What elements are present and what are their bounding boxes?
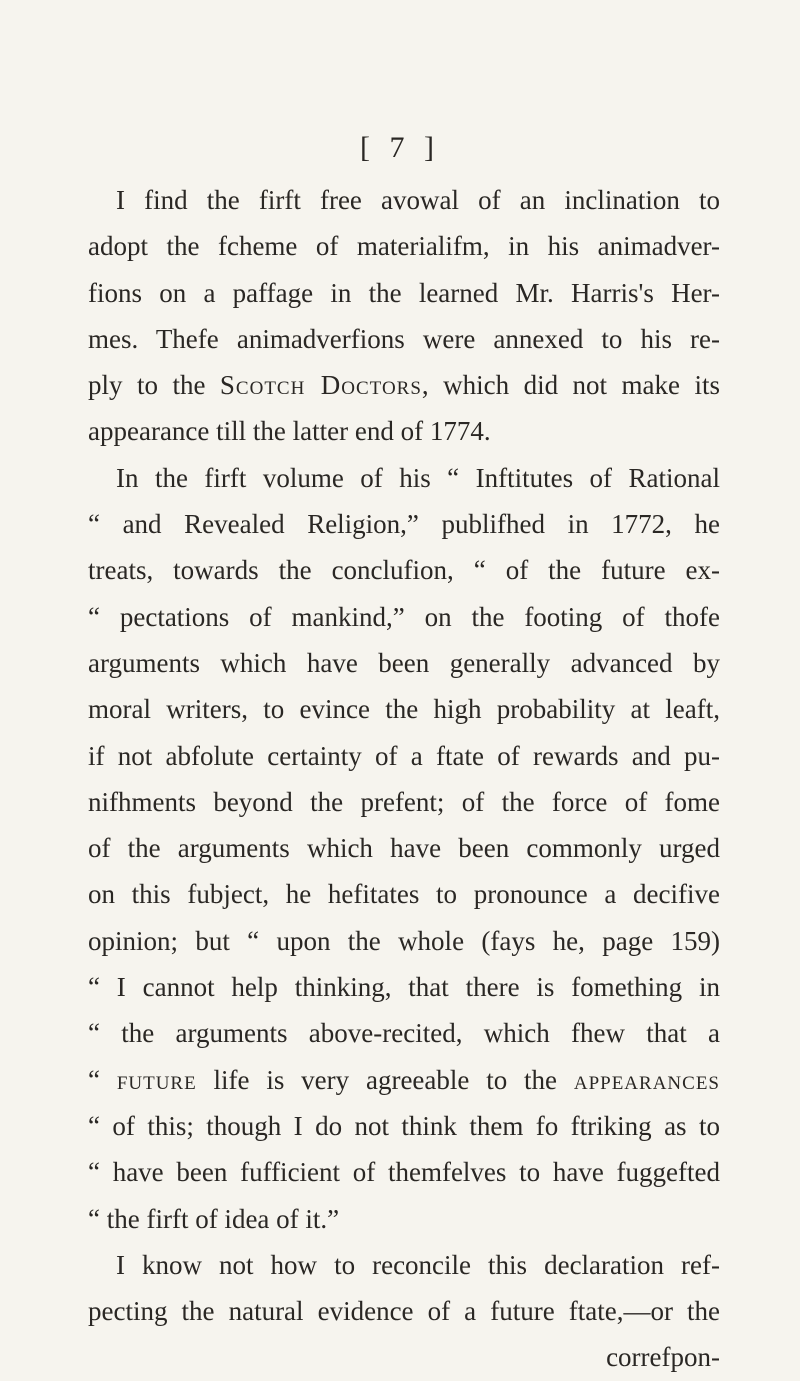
text-segment: life is very agreeable to the — [196, 1064, 574, 1095]
text-line: fions on a paffage in the learned Mr. Harris's Her- — [88, 277, 720, 308]
text-line: treats, towards the conclufion, “ of the future ex- — [88, 555, 720, 586]
text-line: “ the arguments above-recited, which fhew that a — [88, 1018, 720, 1049]
text-line: I find the firft free avowal of an inclination to — [116, 185, 720, 215]
text-line: “ and Revealed Religion,” publifhed in 1772, he — [88, 509, 720, 540]
text-line: nifhments beyond the prefent; of the force of fome — [88, 786, 720, 817]
text-line: “ of this; though I do not think them fo ftriking as to — [88, 1110, 720, 1141]
body-text — [88, 177, 720, 1381]
text-line: adopt the fcheme of materialifm, in his animadver- — [88, 231, 720, 262]
text-line: pecting the natural evidence of a future ftate,—or the — [88, 1296, 720, 1327]
text-line: appearance till the latter end of 1774. — [88, 416, 491, 447]
text-line: “ have been fufficient of themfelves to have fuggefted — [88, 1157, 720, 1188]
smallcaps-appearances: appearances — [573, 1064, 720, 1095]
text-line: “ pectations of mankind,” on the footing of thofe — [88, 601, 720, 632]
text-line: In the firft volume of his “ Inftitutes of Rational — [116, 462, 720, 493]
text-line: I know not how to reconcile this declaration ref- — [116, 1249, 720, 1280]
text-line: opinion; but “ upon the whole (fays he, page 159) — [88, 925, 720, 956]
text-line — [88, 1057, 720, 1103]
text-line: if not abfolute certainty of a ftate of rewards and pu- — [88, 740, 720, 771]
text-segment: “ — [88, 1064, 117, 1095]
catchword: correfpon- — [606, 1342, 720, 1373]
smallcaps-future: future — [116, 1064, 197, 1095]
smallcaps-scotch-doctors: Scotch Doctors — [219, 370, 422, 401]
text-line: mes. Thefe animadverfions were annexed to his re- — [88, 323, 720, 354]
text-line: on this fubject, he hefitates to pronounce a decifive — [88, 879, 720, 910]
text-line: of the arguments which have been commonly urged — [88, 833, 720, 864]
text-line — [88, 362, 720, 408]
text-line: arguments which have been generally advanced by — [88, 647, 720, 678]
text-segment: , which did not make its — [421, 370, 720, 401]
text-segment: ply to the — [88, 370, 220, 401]
text-line: moral writers, to evince the high probability at leaft, — [88, 694, 720, 725]
text-line: “ I cannot help thinking, that there is fomething in — [88, 972, 720, 1003]
text-line: “ the firft of idea of it.” — [88, 1203, 340, 1234]
page-number: [ 7 ] — [360, 131, 440, 164]
